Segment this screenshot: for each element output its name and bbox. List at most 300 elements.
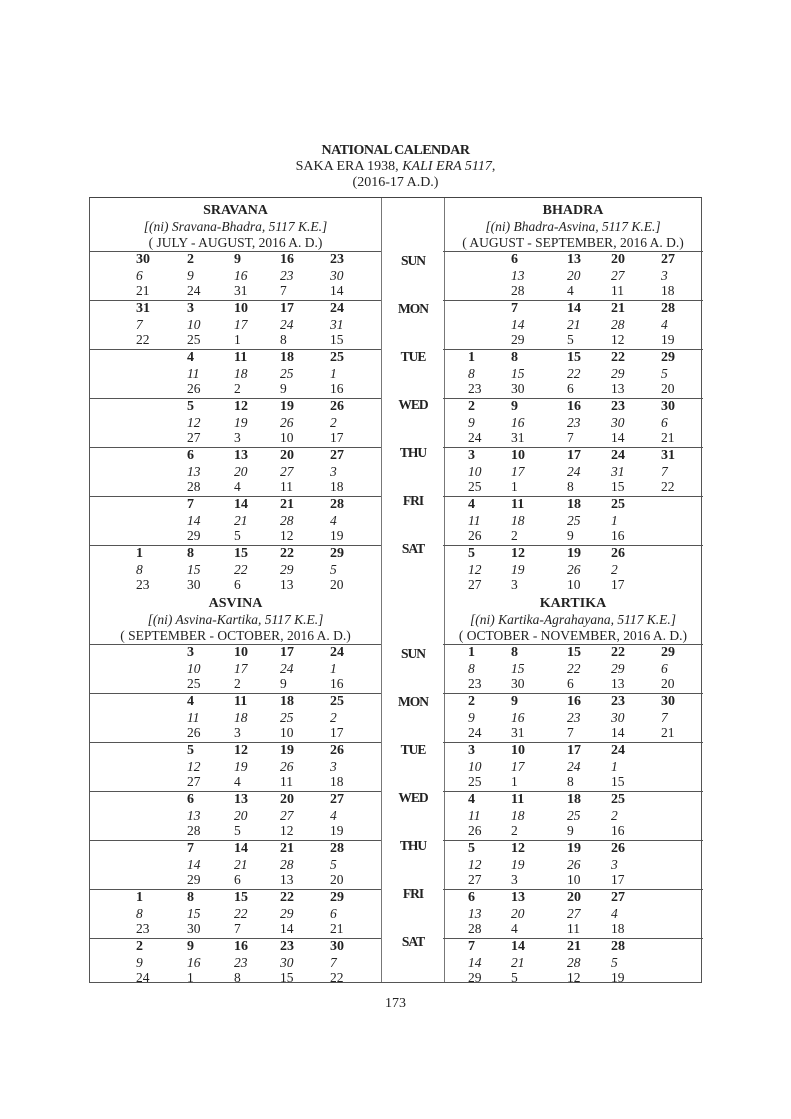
date-cell bbox=[280, 448, 320, 495]
date-cell bbox=[187, 841, 227, 888]
weekday-label-mon: MON bbox=[398, 694, 428, 709]
date-cell bbox=[330, 939, 370, 986]
date-cell bbox=[468, 448, 508, 495]
date-cell bbox=[280, 645, 320, 692]
gregorian-date: 14 bbox=[611, 430, 625, 445]
saka-date: 24 bbox=[330, 301, 344, 316]
gregorian-date bbox=[468, 332, 508, 348]
saka-date: 4 bbox=[187, 694, 194, 709]
date-cell bbox=[234, 350, 274, 397]
saka-date: 20 bbox=[567, 890, 581, 905]
gregorian-date: 25 bbox=[187, 676, 201, 691]
week-row-sat bbox=[90, 545, 381, 594]
gregorian-date: 20 bbox=[661, 676, 675, 691]
kali-date: 24 bbox=[567, 758, 581, 774]
kali-date: 22 bbox=[567, 660, 581, 676]
saka-date: 27 bbox=[661, 252, 675, 267]
gregorian-date: 2 bbox=[511, 823, 518, 838]
gregorian-date: 17 bbox=[611, 872, 625, 887]
kali-date: 29 bbox=[611, 365, 625, 381]
kali-date bbox=[136, 661, 176, 677]
gregorian-date: 1 bbox=[511, 774, 518, 789]
saka-date: 3 bbox=[187, 301, 194, 316]
saka-date: 5 bbox=[468, 546, 475, 561]
gregorian-date: 5 bbox=[511, 970, 518, 985]
calendar-table bbox=[89, 197, 702, 983]
date-cell bbox=[611, 792, 651, 839]
date-cell bbox=[611, 890, 651, 937]
kali-date: 25 bbox=[280, 709, 294, 725]
kali-date: 11 bbox=[187, 709, 200, 725]
gregorian-date: 20 bbox=[661, 381, 675, 396]
kali-date: 8 bbox=[136, 561, 143, 577]
kali-date: 17 bbox=[234, 316, 248, 332]
saka-date: 24 bbox=[611, 448, 625, 463]
kali-date: 29 bbox=[611, 660, 625, 676]
saka-date: 4 bbox=[187, 350, 194, 365]
month-name: BHADRA bbox=[542, 203, 604, 218]
date-cell bbox=[468, 792, 508, 839]
gregorian-date: 8 bbox=[234, 970, 241, 985]
date-cell bbox=[567, 301, 607, 348]
saka-date: 26 bbox=[330, 743, 344, 758]
date-cell bbox=[511, 743, 551, 790]
saka-date: 21 bbox=[280, 841, 294, 856]
kali-date: 16 bbox=[187, 954, 201, 970]
gregorian-date: 16 bbox=[330, 676, 344, 691]
kali-date: 5 bbox=[330, 561, 337, 577]
kali-date: 7 bbox=[136, 316, 143, 332]
saka-date: 11 bbox=[511, 497, 525, 512]
date-cell bbox=[567, 350, 607, 397]
gregorian-date: 6 bbox=[567, 381, 574, 396]
saka-date: 16 bbox=[280, 252, 294, 267]
kali-date: 26 bbox=[567, 561, 581, 577]
month-subtitle: [(ni) Bhadra-Asvina, 5117 K.E.] bbox=[485, 219, 661, 234]
kali-date: 1 bbox=[611, 758, 618, 774]
saka-date: 12 bbox=[234, 743, 248, 758]
date-cell bbox=[234, 448, 274, 495]
kali-date: 24 bbox=[280, 660, 294, 676]
kali-date bbox=[661, 906, 701, 922]
date-cell bbox=[661, 497, 701, 544]
gregorian-date: 17 bbox=[330, 430, 344, 445]
gregorian-date: 28 bbox=[187, 823, 201, 838]
month-subtitle: [(ni) Sravana-Bhadra, 5117 K.E.] bbox=[143, 219, 328, 234]
date-cell bbox=[330, 497, 370, 544]
gregorian-date: 1 bbox=[511, 479, 518, 494]
date-cell bbox=[136, 399, 176, 446]
weekday-label-thu: THU bbox=[399, 445, 427, 460]
date-cell bbox=[187, 694, 227, 741]
saka-date: 23 bbox=[611, 399, 625, 414]
saka-date: 28 bbox=[330, 497, 344, 512]
gregorian-date: 30 bbox=[511, 381, 525, 396]
date-cell bbox=[611, 939, 651, 986]
kali-date: 13 bbox=[187, 807, 201, 823]
kali-date: 21 bbox=[234, 512, 248, 528]
saka-date: 10 bbox=[511, 743, 525, 758]
gregorian-date: 30 bbox=[511, 676, 525, 691]
kali-date: 6 bbox=[661, 660, 668, 676]
month-gregorian-range: ( SEPTEMBER - OCTOBER, 2016 A. D.) bbox=[120, 628, 351, 643]
date-cell bbox=[611, 252, 651, 299]
saka-date: 14 bbox=[567, 301, 581, 316]
gregorian-date: 8 bbox=[280, 332, 287, 347]
week-row-mon bbox=[443, 693, 703, 742]
saka-date: 5 bbox=[187, 743, 194, 758]
date-cell bbox=[511, 792, 551, 839]
weekday-label-thu: THU bbox=[399, 838, 427, 853]
saka-date: 7 bbox=[187, 841, 194, 856]
gregorian-date: 3 bbox=[234, 725, 241, 740]
weekday-label-tue: TUE bbox=[400, 742, 426, 757]
saka-date: 11 bbox=[511, 792, 525, 807]
kali-date: 17 bbox=[511, 758, 525, 774]
date-cell bbox=[187, 252, 227, 299]
kali-date: 26 bbox=[280, 414, 294, 430]
date-cell bbox=[330, 890, 370, 937]
gregorian-date: 28 bbox=[187, 479, 201, 494]
saka-date: 30 bbox=[136, 252, 150, 267]
saka-date: 7 bbox=[468, 939, 475, 954]
saka-date: 8 bbox=[187, 546, 194, 561]
saka-date: 16 bbox=[234, 939, 248, 954]
month-kartika bbox=[443, 591, 703, 987]
gregorian-date: 24 bbox=[136, 970, 150, 985]
date-cell bbox=[136, 841, 176, 888]
gregorian-date: 14 bbox=[280, 921, 294, 936]
gregorian-date: 24 bbox=[468, 725, 482, 740]
month-gregorian-range: ( OCTOBER - NOVEMBER, 2016 A. D.) bbox=[458, 628, 688, 643]
saka-date: 10 bbox=[234, 645, 248, 660]
gregorian-date: 6 bbox=[234, 577, 241, 592]
week-row-thu bbox=[443, 447, 703, 496]
gregorian-date: 2 bbox=[511, 528, 518, 543]
gregorian-date: 31 bbox=[511, 430, 525, 445]
weekday-label-tue: TUE bbox=[400, 349, 426, 364]
week-row-tue bbox=[90, 349, 381, 398]
kali-era: KALI ERA 5117 bbox=[402, 159, 492, 174]
kali-date: 5 bbox=[330, 856, 337, 872]
kali-date bbox=[661, 513, 701, 529]
saka-date: 16 bbox=[567, 694, 581, 709]
date-cell bbox=[280, 350, 320, 397]
date-cell bbox=[330, 301, 370, 348]
kali-date: 12 bbox=[187, 414, 201, 430]
gregorian-date bbox=[661, 774, 701, 790]
date-cell bbox=[661, 694, 701, 741]
date-cell bbox=[661, 841, 701, 888]
date-cell bbox=[567, 792, 607, 839]
month-bhadra bbox=[443, 198, 703, 594]
gregorian-date: 12 bbox=[567, 970, 581, 985]
date-cell bbox=[611, 694, 651, 741]
saka-date: 6 bbox=[511, 252, 518, 267]
kali-date: 16 bbox=[511, 709, 525, 725]
kali-date: 13 bbox=[468, 905, 482, 921]
kali-date: 14 bbox=[468, 954, 482, 970]
saka-date: 13 bbox=[234, 792, 248, 807]
saka-date: 3 bbox=[187, 645, 194, 660]
year-range: (2016-17 A.D.) bbox=[352, 175, 439, 190]
kali-date: 28 bbox=[567, 954, 581, 970]
date-cell bbox=[511, 694, 551, 741]
saka-date: 8 bbox=[511, 350, 518, 365]
kali-date: 18 bbox=[234, 709, 248, 725]
gregorian-date: 19 bbox=[330, 528, 344, 543]
kali-date: 8 bbox=[136, 905, 143, 921]
saka-date: 11 bbox=[234, 350, 248, 365]
saka-date: 17 bbox=[567, 743, 581, 758]
saka-date bbox=[136, 350, 176, 366]
saka-date: 1 bbox=[468, 350, 475, 365]
week-row-sun bbox=[443, 644, 703, 693]
saka-date: 25 bbox=[611, 497, 625, 512]
gregorian-date: 7 bbox=[280, 283, 287, 298]
saka-date bbox=[136, 497, 176, 513]
saka-date: 6 bbox=[468, 890, 475, 905]
kali-date: 3 bbox=[330, 463, 337, 479]
kali-date: 16 bbox=[511, 414, 525, 430]
date-cell bbox=[611, 645, 651, 692]
saka-date: 28 bbox=[611, 939, 625, 954]
month-name: SRAVANA bbox=[203, 203, 268, 218]
kali-date: 10 bbox=[187, 660, 201, 676]
kali-date: 7 bbox=[661, 709, 668, 725]
saka-date: 28 bbox=[330, 841, 344, 856]
saka-date: 15 bbox=[567, 645, 581, 660]
date-cell bbox=[136, 497, 176, 544]
gregorian-date: 13 bbox=[280, 872, 294, 887]
gregorian-date: 30 bbox=[187, 577, 201, 592]
kali-date bbox=[136, 464, 176, 480]
gregorian-date: 26 bbox=[187, 725, 201, 740]
saka-date: 27 bbox=[330, 448, 344, 463]
gregorian-date: 16 bbox=[611, 528, 625, 543]
month-header bbox=[443, 198, 703, 251]
kali-date: 10 bbox=[468, 758, 482, 774]
saka-date: 6 bbox=[187, 448, 194, 463]
kali-date: 9 bbox=[468, 414, 475, 430]
gregorian-date bbox=[136, 381, 176, 397]
gregorian-date: 10 bbox=[280, 430, 294, 445]
saka-date: 1 bbox=[136, 546, 143, 561]
kali-date: 14 bbox=[187, 856, 201, 872]
saka-date: 13 bbox=[511, 890, 525, 905]
gregorian-date: 2 bbox=[234, 676, 241, 691]
gregorian-date: 21 bbox=[136, 283, 150, 298]
date-cell bbox=[280, 939, 320, 986]
date-cell bbox=[511, 645, 551, 692]
gregorian-date: 19 bbox=[661, 332, 675, 347]
gregorian-date: 18 bbox=[330, 479, 344, 494]
saka-date: 21 bbox=[280, 497, 294, 512]
kali-date: 6 bbox=[330, 905, 337, 921]
saka-date bbox=[136, 743, 176, 759]
saka-date: 16 bbox=[567, 399, 581, 414]
gregorian-date: 3 bbox=[234, 430, 241, 445]
date-cell bbox=[511, 841, 551, 888]
kali-date bbox=[136, 759, 176, 775]
gregorian-date: 29 bbox=[187, 528, 201, 543]
kali-date: 18 bbox=[511, 807, 525, 823]
saka-date: 30 bbox=[661, 399, 675, 414]
saka-date: 22 bbox=[611, 645, 625, 660]
kali-date: 27 bbox=[280, 807, 294, 823]
gregorian-date: 12 bbox=[280, 823, 294, 838]
saka-date: 10 bbox=[511, 448, 525, 463]
kali-date: 4 bbox=[611, 905, 618, 921]
date-cell bbox=[468, 694, 508, 741]
date-cell bbox=[511, 301, 551, 348]
gregorian-date bbox=[661, 872, 701, 888]
date-cell bbox=[511, 448, 551, 495]
saka-date: 17 bbox=[280, 645, 294, 660]
kali-date: 16 bbox=[234, 267, 248, 283]
saka-date: 9 bbox=[187, 939, 194, 954]
date-cell bbox=[468, 890, 508, 937]
saka-date: 20 bbox=[280, 792, 294, 807]
saka-date: 1 bbox=[136, 890, 143, 905]
kali-date: 1 bbox=[611, 512, 618, 528]
kali-date: 24 bbox=[567, 463, 581, 479]
kali-date: 19 bbox=[234, 414, 248, 430]
kali-date: 30 bbox=[280, 954, 294, 970]
date-cell bbox=[661, 890, 701, 937]
gregorian-date: 27 bbox=[187, 430, 201, 445]
kali-date: 23 bbox=[567, 414, 581, 430]
kali-date: 25 bbox=[280, 365, 294, 381]
gregorian-date: 8 bbox=[567, 479, 574, 494]
saka-date: 6 bbox=[187, 792, 194, 807]
kali-date: 31 bbox=[330, 316, 344, 332]
gregorian-date: 17 bbox=[330, 725, 344, 740]
date-cell bbox=[280, 546, 320, 593]
kali-date: 14 bbox=[187, 512, 201, 528]
saka-date: 24 bbox=[330, 645, 344, 660]
kali-date bbox=[661, 955, 701, 971]
gregorian-date: 3 bbox=[511, 577, 518, 592]
date-cell bbox=[330, 252, 370, 299]
date-cell bbox=[661, 645, 701, 692]
month-gregorian-range: ( JULY - AUGUST, 2016 A. D.) bbox=[148, 235, 323, 250]
saka-date: 26 bbox=[611, 841, 625, 856]
kali-date: 22 bbox=[234, 561, 248, 577]
weekday-label-wed: WED bbox=[398, 790, 428, 805]
date-cell bbox=[136, 301, 176, 348]
gregorian-date: 9 bbox=[280, 381, 287, 396]
gregorian-date: 21 bbox=[661, 430, 675, 445]
gregorian-date: 18 bbox=[661, 283, 675, 298]
kali-date: 22 bbox=[234, 905, 248, 921]
saka-date: 26 bbox=[611, 546, 625, 561]
saka-date: 19 bbox=[567, 546, 581, 561]
kali-date: 4 bbox=[330, 512, 337, 528]
saka-date: 2 bbox=[468, 399, 475, 414]
gregorian-date: 13 bbox=[280, 577, 294, 592]
date-cell bbox=[661, 301, 701, 348]
date-cell bbox=[567, 939, 607, 986]
saka-date: 28 bbox=[661, 301, 675, 316]
gregorian-date: 28 bbox=[511, 283, 525, 298]
date-cell bbox=[234, 301, 274, 348]
date-cell bbox=[661, 743, 701, 790]
date-cell bbox=[136, 448, 176, 495]
date-cell bbox=[567, 694, 607, 741]
date-cell bbox=[567, 743, 607, 790]
month-gregorian-range: ( AUGUST - SEPTEMBER, 2016 A. D.) bbox=[462, 235, 684, 250]
date-cell bbox=[330, 448, 370, 495]
date-cell bbox=[611, 743, 651, 790]
kali-date: 7 bbox=[330, 954, 337, 970]
date-cell bbox=[511, 939, 551, 986]
saka-date bbox=[136, 694, 176, 710]
date-cell bbox=[136, 792, 176, 839]
saka-date: 17 bbox=[567, 448, 581, 463]
saka-date: 19 bbox=[280, 399, 294, 414]
saka-date: 9 bbox=[511, 694, 518, 709]
date-cell bbox=[280, 841, 320, 888]
saka-date: 15 bbox=[567, 350, 581, 365]
kali-date: 15 bbox=[187, 561, 201, 577]
week-row-sat bbox=[443, 545, 703, 594]
saka-date bbox=[661, 939, 701, 955]
saka-date: 21 bbox=[611, 301, 625, 316]
kali-date: 19 bbox=[511, 856, 525, 872]
kali-date: 28 bbox=[280, 512, 294, 528]
saka-date: 13 bbox=[234, 448, 248, 463]
month-asvina bbox=[90, 591, 381, 987]
date-cell bbox=[611, 841, 651, 888]
kali-date bbox=[468, 268, 508, 284]
gregorian-date: 5 bbox=[567, 332, 574, 347]
kali-date bbox=[136, 366, 176, 382]
kali-date: 23 bbox=[280, 267, 294, 283]
gregorian-date: 5 bbox=[234, 823, 241, 838]
date-cell bbox=[468, 939, 508, 986]
gregorian-date: 27 bbox=[468, 872, 482, 887]
date-cell bbox=[611, 350, 651, 397]
saka-date: 26 bbox=[330, 399, 344, 414]
saka-date: 13 bbox=[567, 252, 581, 267]
gregorian-date: 23 bbox=[136, 577, 150, 592]
gregorian-date: 16 bbox=[611, 823, 625, 838]
kali-date: 12 bbox=[468, 856, 482, 872]
saka-date: 10 bbox=[234, 301, 248, 316]
kali-date: 20 bbox=[234, 807, 248, 823]
gregorian-date: 20 bbox=[330, 577, 344, 592]
date-cell bbox=[511, 399, 551, 446]
week-row-tue bbox=[443, 349, 703, 398]
gregorian-date: 7 bbox=[567, 725, 574, 740]
date-cell bbox=[280, 497, 320, 544]
saka-date: 2 bbox=[187, 252, 194, 267]
kali-date: 5 bbox=[661, 365, 668, 381]
date-cell bbox=[280, 694, 320, 741]
month-sravana bbox=[90, 198, 381, 594]
date-cell bbox=[330, 841, 370, 888]
kali-date: 8 bbox=[468, 365, 475, 381]
kali-date: 12 bbox=[187, 758, 201, 774]
date-cell bbox=[280, 792, 320, 839]
gregorian-date: 2 bbox=[234, 381, 241, 396]
saka-date: 23 bbox=[280, 939, 294, 954]
weekday-label-fri: FRI bbox=[402, 886, 424, 901]
kali-date bbox=[661, 808, 701, 824]
saka-era: SAKA ERA 1938, bbox=[295, 159, 403, 174]
kali-date: 2 bbox=[611, 807, 618, 823]
